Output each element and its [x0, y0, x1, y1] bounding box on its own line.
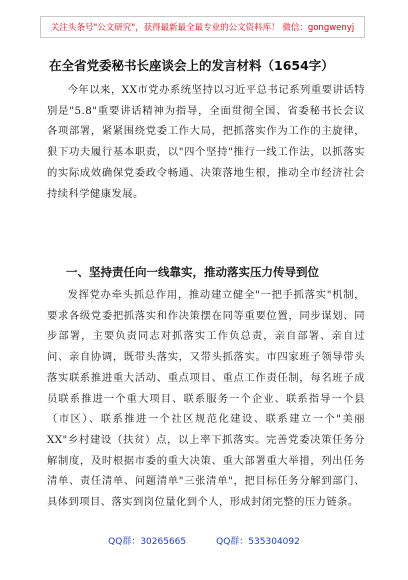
- qq-group-1: QQ群：30265665: [108, 537, 187, 547]
- body-paragraph: 发挥党办牵头抓总作用，推动建立健全"一把手抓落实"机制，要求各级党委把抓落实和作决策摆在同等重要位置，同步谋划、同步部署，主要负责同志对抓落实工作负总责，亲自部署、亲自过问、亲自协调，既带头落实，又带头抓落实。市四家班子领导带头落实联系推进重大活动、重点项目、重点工作责任制，每名班子成员联系推进一个重大项目、联系服务一个企业、联系指导一个县（市区）、联系推进一个社区规范化建设、联系建立一个"美丽XX"乡村建设（扶贫）点，以上率下抓落实。完善党委决策任务分解制度，及时根据市委的重大决策、重大部署重大举措，列出任务清单、责任清单、问题清单"三张清单"，把目标任务分解到部门、具体到项目、落实到岗位量化到个人，形成封闭完整的压力链条。: [47, 289, 365, 509]
- document-title: 在全省党委秘书长座谈会上的发言材料（1654字）: [49, 58, 334, 73]
- section-heading: 一、坚持责任向一线靠实，推动落实压力传导到位: [66, 265, 319, 279]
- body-paragraph: 今年以来，XX市党办系统坚持以习近平总书记系列重要讲话特别是"5.8"重要讲话精神为指导，全面贯彻全国、省委秘书长会议各项部署，紧紧围绕党委工作大局，把抓落实作为工作的主旋律，狠下功夫履行基本职责，以"四个坚持"推行一线工作法，以抓落实的实际成效确保党委政令畅通、决策落地生根，推动全市经济社会持续科学健康发展。: [47, 84, 365, 200]
- footer: [0, 534, 408, 547]
- qq-group-2: QQ群：535304092: [216, 537, 300, 547]
- header-banner: 关注头条号"公文研究"，获得最新最全最专业的公文资料库！ 微信：gongwenyj: [40, 16, 365, 38]
